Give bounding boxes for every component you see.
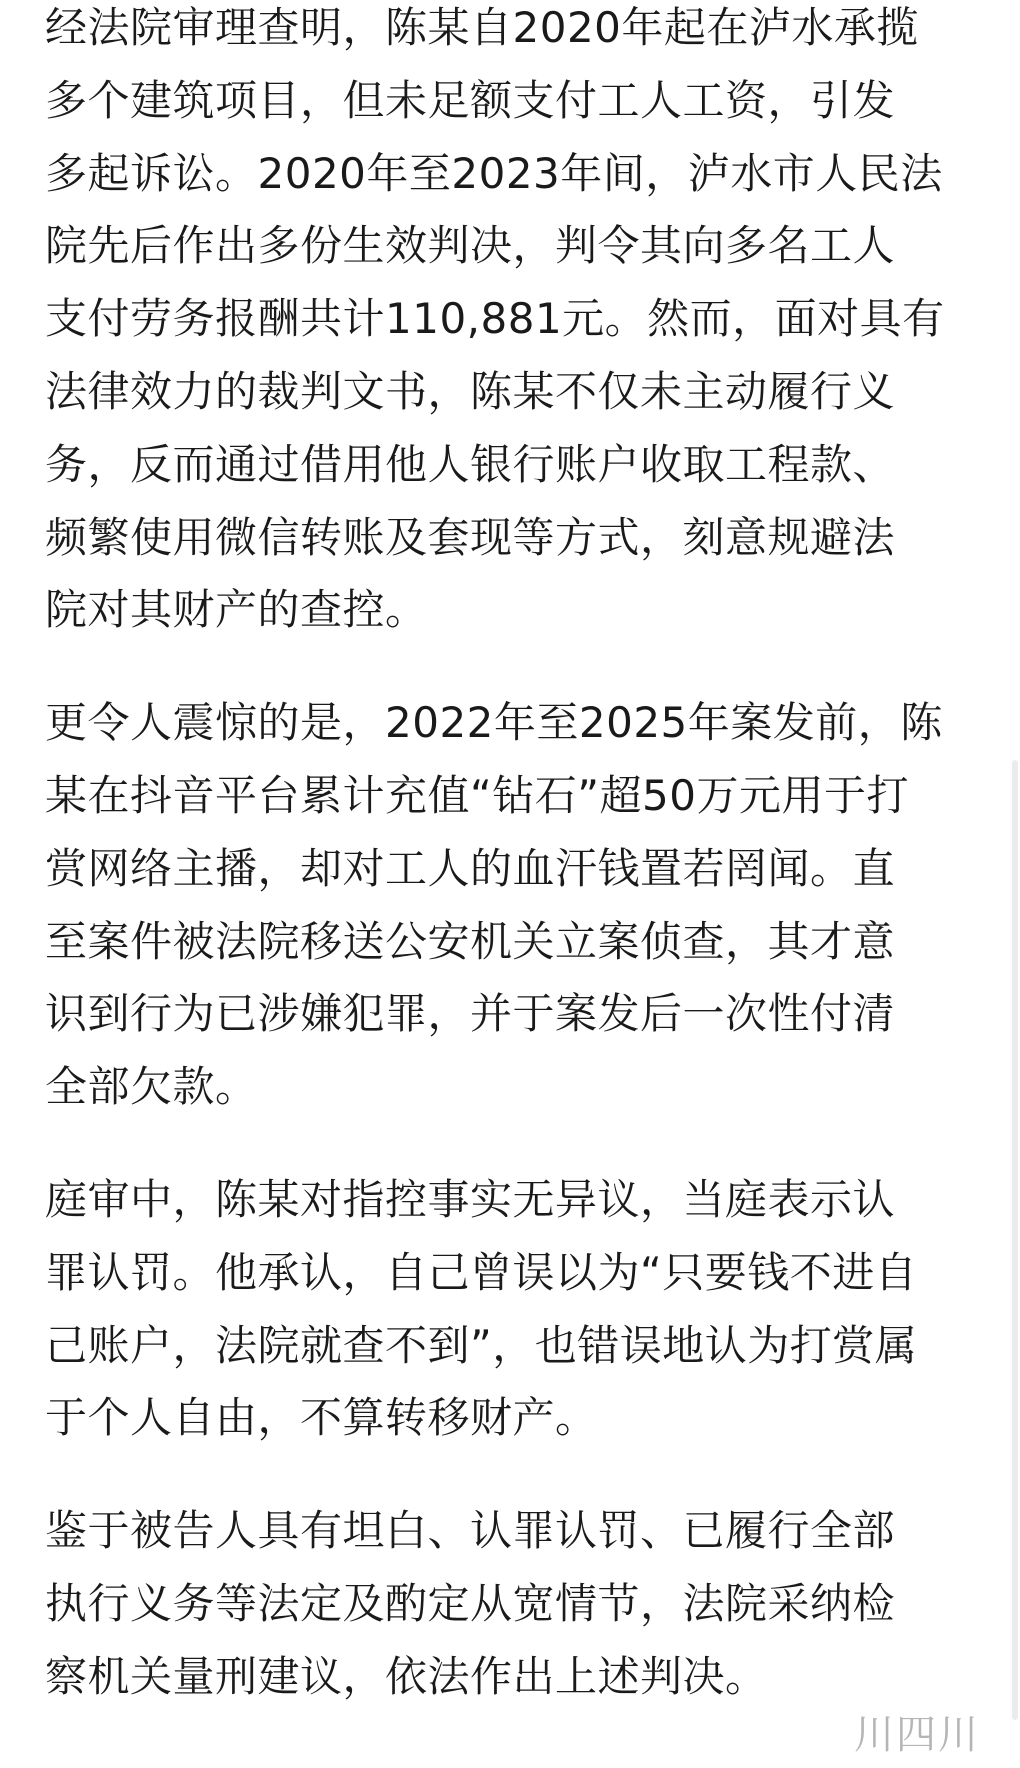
paragraph-3 bbox=[45, 1164, 985, 1455]
text-line: 支付劳务报酬共计110,881元。然而，面对具有 bbox=[45, 294, 945, 344]
text-line: 全部欠款。 bbox=[45, 1062, 258, 1112]
text-line: 至案件被法院移送公安机关立案侦查，其才意 bbox=[45, 916, 896, 966]
text-line: 于个人自由，不算转移财产。 bbox=[45, 1393, 598, 1443]
paragraph-2 bbox=[45, 687, 985, 1124]
text-line: 某在抖音平台累计充值“钻石”超50万元用于打 bbox=[45, 770, 909, 820]
text-line: 多起诉讼。2020年至2023年间，泸水市人民法 bbox=[45, 148, 943, 198]
text-line: 频繁使用微信转账及套现等方式，刻意规避法 bbox=[45, 512, 896, 562]
text-line: 赏网络主播，却对工人的血汗钱置若罔闻。直 bbox=[45, 843, 896, 893]
text-line: 经法院审理查明，陈某自2020年起在泸水承揽 bbox=[45, 3, 919, 52]
text-line: 己账户，法院就查不到”，也错误地认为打赏属 bbox=[45, 1320, 918, 1370]
text-line: 执行义务等法定及酌定从宽情节，法院采纳检 bbox=[45, 1578, 896, 1628]
article-body bbox=[45, 0, 985, 1714]
text-line: 法律效力的裁判文书，陈某不仅未主动履行义 bbox=[45, 366, 896, 416]
text-line: 更令人震惊的是，2022年至2025年案发前，陈 bbox=[45, 698, 943, 748]
scrollbar[interactable] bbox=[1012, 760, 1018, 1720]
text-line: 多个建筑项目，但未足额支付工人工资，引发 bbox=[45, 75, 896, 125]
watermark-logo: 川四川 bbox=[854, 1712, 980, 1758]
text-line: 务，反而通过借用他人银行账户收取工程款、 bbox=[45, 439, 896, 489]
paragraph-1 bbox=[45, 0, 985, 647]
paragraph-4 bbox=[45, 1495, 985, 1713]
text-line: 院对其财产的查控。 bbox=[45, 585, 428, 635]
text-line: 罪认罚。他承认，自己曾误以为“只要钱不进自 bbox=[45, 1247, 918, 1297]
text-line: 鉴于被告人具有坦白、认罪认罚、已履行全部 bbox=[45, 1506, 896, 1556]
text-line: 庭审中，陈某对指控事实无异议，当庭表示认 bbox=[45, 1174, 896, 1224]
text-line: 识到行为已涉嫌犯罪，并于案发后一次性付清 bbox=[45, 989, 896, 1039]
text-line: 院先后作出多份生效判决，判令其向多名工人 bbox=[45, 221, 896, 271]
text-line: 察机关量刑建议，依法作出上述判决。 bbox=[45, 1651, 768, 1701]
